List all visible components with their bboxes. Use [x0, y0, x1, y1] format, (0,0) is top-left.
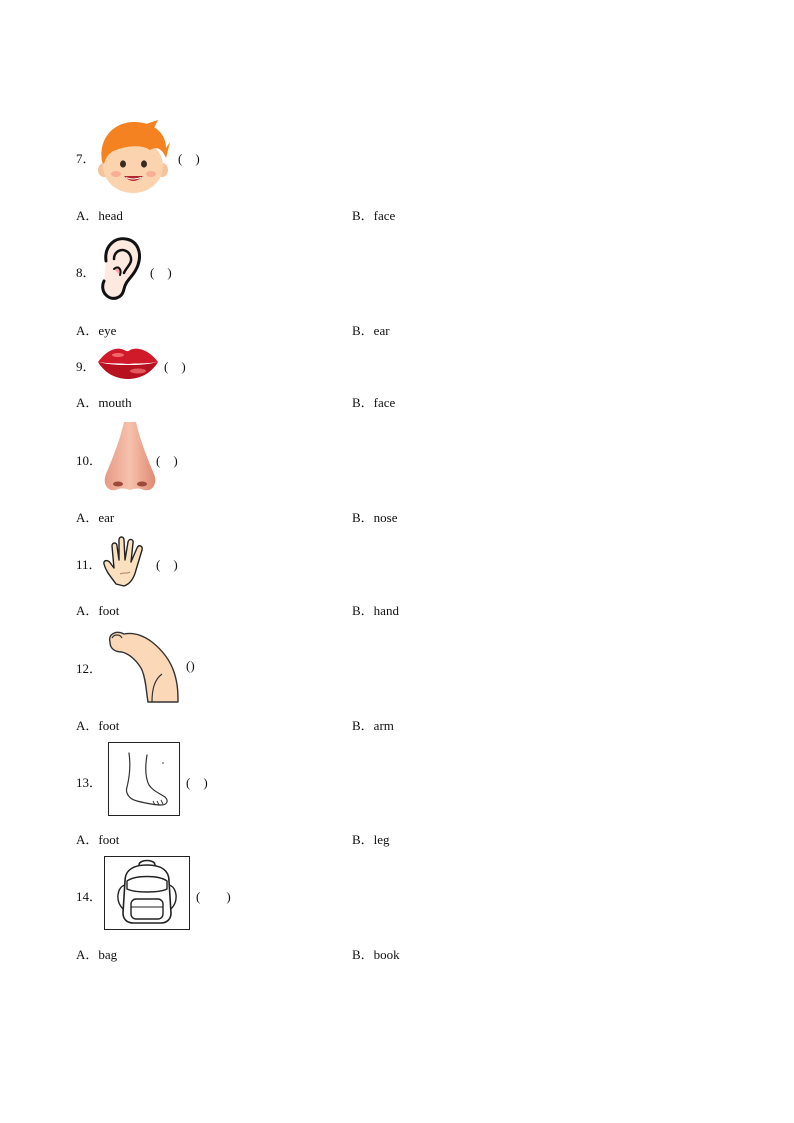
foot-icon	[108, 742, 180, 816]
question-number: 10．	[76, 453, 103, 468]
option-a[interactable]: A．foot	[76, 718, 120, 733]
option-a[interactable]: A．ear	[76, 510, 115, 525]
answer-parentheses[interactable]: ( )	[178, 151, 200, 166]
question-number: 13．	[76, 775, 103, 790]
question-number: 7．	[76, 151, 96, 166]
question-number: 14．	[76, 889, 103, 904]
option-b[interactable]: B．ear	[352, 323, 390, 338]
answer-parentheses[interactable]: ( )	[196, 889, 231, 904]
option-b[interactable]: B．face	[352, 208, 396, 223]
option-a[interactable]: A．head	[76, 208, 123, 223]
answer-parentheses[interactable]: ( )	[186, 775, 208, 790]
answer-parentheses[interactable]: ( )	[164, 359, 186, 374]
option-b[interactable]: B．nose	[352, 510, 398, 525]
lips-icon	[96, 343, 160, 381]
option-a[interactable]: A．mouth	[76, 395, 132, 410]
option-b[interactable]: B．face	[352, 395, 396, 410]
answer-parentheses[interactable]: ( )	[150, 265, 172, 280]
option-a[interactable]: A．foot	[76, 603, 120, 618]
question-number: 12．	[76, 661, 103, 676]
nose-icon	[102, 420, 158, 494]
backpack-icon	[104, 856, 190, 930]
option-b[interactable]: B．arm	[352, 718, 394, 733]
boy-head-icon	[96, 118, 170, 194]
option-b[interactable]: B．leg	[352, 832, 390, 847]
option-a[interactable]: A．foot	[76, 832, 120, 847]
option-b[interactable]: B．book	[352, 947, 400, 962]
question-number: 8．	[76, 265, 96, 280]
option-a[interactable]: A．eye	[76, 323, 117, 338]
question-number: 9．	[76, 359, 96, 374]
answer-parentheses[interactable]: ( )	[156, 453, 178, 468]
answer-parentheses[interactable]: ( )	[156, 557, 178, 572]
hand-icon	[102, 534, 152, 588]
arm-icon	[104, 628, 180, 704]
option-b[interactable]: B．hand	[352, 603, 399, 618]
answer-parentheses[interactable]: ()	[186, 658, 195, 673]
option-a[interactable]: A．bag	[76, 947, 118, 962]
question-number: 11．	[76, 557, 102, 572]
ear-icon	[96, 235, 144, 303]
